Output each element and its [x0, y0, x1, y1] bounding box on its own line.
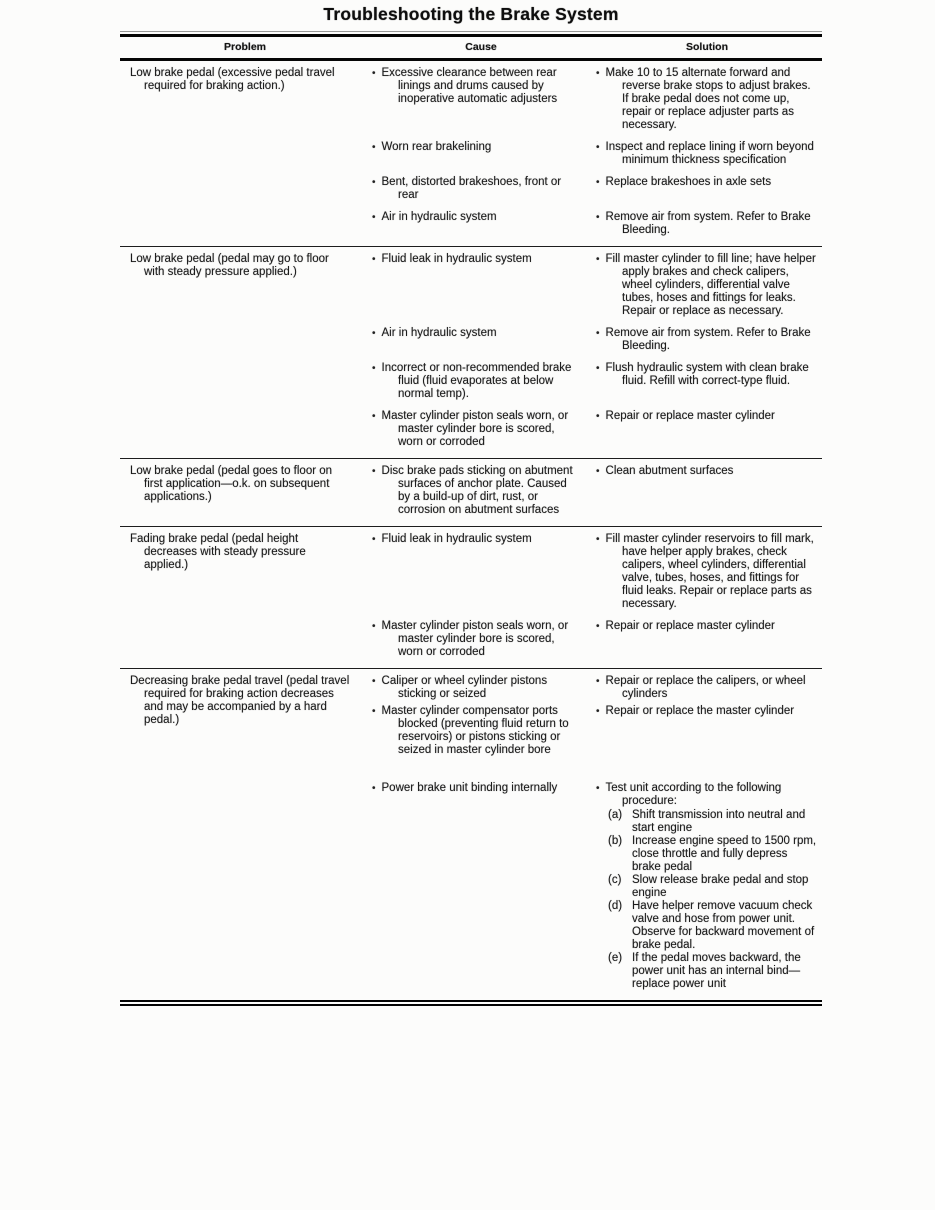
problem-cell: Low brake pedal (excessive pedal travel required for braking action.)	[130, 67, 335, 92]
cause-cell	[370, 176, 592, 202]
step-label: (c)	[608, 874, 622, 886]
cause-item: • Fluid leak in hydraulic system	[372, 533, 532, 545]
column-header-cause: Cause	[465, 41, 497, 53]
bullet-icon: •	[372, 254, 376, 265]
solution-cell	[592, 211, 822, 237]
cause-solution-pair	[370, 675, 822, 701]
solution-item: • Repair or replace the master cylinder	[596, 705, 795, 717]
solution-item: • Test unit according to the following procedure:	[596, 782, 782, 807]
cause-cell	[370, 362, 592, 401]
cause-cell	[370, 327, 592, 353]
solution-item: • Fill master cylinder reservoirs to fill mark, have helper apply brakes, check calipers, wheel cylinders, differential valve, tubes, hoses, and fittings for fluid leaks. Repair or replace parts as necessary.	[596, 533, 814, 610]
solution-item: • Remove air from system. Refer to Brake Bleeding.	[596, 211, 811, 236]
scanned-page	[120, 0, 822, 1006]
table-bottom-rule	[120, 1000, 822, 1006]
bullet-icon: •	[596, 621, 600, 632]
solution-item: • Replace brakeshoes in axle sets	[596, 176, 772, 188]
column-header-solution: Solution	[686, 41, 728, 53]
cause-item: • Master cylinder piston seals worn, or master cylinder bore is scored, worn or corroded	[372, 620, 569, 658]
bullet-icon: •	[596, 466, 600, 477]
cause-item: • Air in hydraulic system	[372, 211, 497, 223]
cause-cell	[370, 782, 592, 991]
cause-cell	[370, 465, 592, 517]
step-text: If the pedal moves backward, the power unit has an internal bind—replace power unit	[632, 952, 801, 990]
cause-solution-pair	[370, 533, 822, 611]
bullet-icon: •	[372, 466, 376, 477]
solution-cell	[592, 675, 822, 701]
table-row	[120, 527, 822, 669]
step-item	[596, 952, 820, 991]
cause-solution-pairs	[370, 675, 822, 991]
troubleshooting-table-body	[120, 61, 822, 1000]
cause-item: • Excessive clearance between rear linings and drums caused by inoperative automatic adjusters	[372, 67, 558, 105]
cause-cell	[370, 253, 592, 318]
problem-cell: Fading brake pedal (pedal height decreases with steady pressure applied.)	[130, 533, 306, 571]
cause-solution-pairs	[370, 465, 822, 517]
solution-item: • Make 10 to 15 alternate forward and reverse brake stops to adjust brakes. If brake pedal does not come up, repair or replace adjuster parts as necessary.	[596, 67, 811, 131]
bullet-icon: •	[596, 177, 600, 188]
solution-item: • Inspect and replace lining if worn beyond minimum thickness specification	[596, 141, 814, 166]
solution-cell	[592, 362, 822, 401]
solution-item: • Flush hydraulic system with clean brake fluid. Refill with correct-type fluid.	[596, 362, 809, 387]
bullet-icon: •	[596, 783, 600, 794]
solution-item: • Repair or replace the calipers, or wheel cylinders	[596, 675, 806, 700]
page-title: Troubleshooting the Brake System	[323, 4, 619, 24]
cause-item: • Bent, distorted brakeshoes, front or rear	[372, 176, 562, 201]
table-header-row	[120, 37, 822, 58]
bullet-icon: •	[372, 676, 376, 687]
cause-item: • Fluid leak in hydraulic system	[372, 253, 532, 265]
step-label: (b)	[608, 835, 623, 847]
cause-solution-pair	[370, 620, 822, 659]
bullet-icon: •	[372, 142, 376, 153]
solution-cell	[592, 782, 822, 991]
solution-cell	[592, 705, 822, 757]
solution-item: • Repair or replace master cylinder	[596, 410, 775, 422]
bullet-icon: •	[596, 706, 600, 717]
bullet-icon: •	[596, 676, 600, 687]
cause-cell	[370, 141, 592, 167]
bullet-icon: •	[372, 706, 376, 717]
cause-item: • Power brake unit binding internally	[372, 782, 558, 794]
bullet-icon: •	[596, 212, 600, 223]
cause-cell	[370, 705, 592, 757]
cause-solution-pair	[370, 705, 822, 757]
column-header-problem: Problem	[223, 41, 266, 53]
cause-item: • Incorrect or non-recommended brake fluid (fluid evaporates at below normal temp).	[372, 362, 572, 400]
solution-item: • Repair or replace master cylinder	[596, 620, 775, 632]
table-row	[120, 247, 822, 459]
bullet-icon: •	[372, 177, 376, 188]
solution-item: • Clean abutment surfaces	[596, 465, 734, 477]
cause-solution-pair	[370, 141, 822, 167]
solution-cell	[592, 141, 822, 167]
bullet-icon: •	[596, 68, 600, 79]
step-item	[596, 835, 820, 874]
cause-item: • Air in hydraulic system	[372, 327, 497, 339]
cause-solution-pair	[370, 176, 822, 202]
bullet-icon: •	[596, 142, 600, 153]
solution-cell	[592, 410, 822, 449]
bullet-icon: •	[372, 534, 376, 545]
bullet-icon: •	[596, 363, 600, 374]
cause-solution-pair	[370, 410, 822, 449]
bullet-icon: •	[596, 411, 600, 422]
cause-solution-pair	[370, 211, 822, 237]
step-text: Shift transmission into neutral and start engine	[632, 809, 806, 834]
solution-cell	[592, 253, 822, 318]
problem-cell: Low brake pedal (pedal may go to floor with steady pressure applied.)	[130, 253, 329, 278]
cause-solution-pairs	[370, 533, 822, 659]
cause-solution-pair	[370, 362, 822, 401]
bullet-icon: •	[372, 363, 376, 374]
cause-item: • Worn rear brakelining	[372, 141, 492, 153]
bullet-icon: •	[372, 621, 376, 632]
cause-item: • Disc brake pads sticking on abutment surfaces of anchor plate. Caused by a build-up of dirt, rust, or corrosion on abutment surfaces	[372, 465, 573, 516]
solution-cell	[592, 327, 822, 353]
bullet-icon: •	[372, 411, 376, 422]
cause-cell	[370, 211, 592, 237]
solution-cell	[592, 465, 822, 517]
solution-cell	[592, 620, 822, 659]
cause-cell	[370, 620, 592, 659]
bullet-icon: •	[596, 254, 600, 265]
cause-solution-pair	[370, 67, 822, 132]
step-text: Increase engine speed to 1500 rpm, close throttle and fully depress brake pedal	[632, 835, 817, 873]
bullet-icon: •	[596, 534, 600, 545]
solution-cell	[592, 67, 822, 132]
problem-cell: Decreasing brake pedal travel (pedal travel required for braking action decreases and may be accompanied by a hard pedal.)	[130, 675, 350, 726]
cause-solution-pair	[370, 465, 822, 517]
cause-item: • Master cylinder compensator ports blocked (preventing fluid return to reservoirs) or pistons sticking or seized in master cylinder bore	[372, 705, 569, 756]
solution-cell	[592, 176, 822, 202]
bullet-icon: •	[372, 783, 376, 794]
problem-cell: Low brake pedal (pedal goes to floor on first application—o.k. on subsequent applications.)	[130, 465, 333, 503]
cause-solution-pair	[370, 327, 822, 353]
solution-item: • Remove air from system. Refer to Brake Bleeding.	[596, 327, 811, 352]
bullet-icon: •	[372, 212, 376, 223]
bullet-icon: •	[372, 328, 376, 339]
cause-solution-pair	[370, 253, 822, 318]
step-label: (e)	[608, 952, 623, 964]
step-item	[596, 809, 820, 835]
step-text: Have helper remove vacuum check valve and hose from power unit. Observe for backward movement of brake pedal.	[632, 900, 815, 951]
cause-cell	[370, 533, 592, 611]
step-item	[596, 874, 820, 900]
cause-solution-pair	[370, 782, 822, 991]
step-label: (a)	[608, 809, 623, 821]
cause-item: • Master cylinder piston seals worn, or master cylinder bore is scored, worn or corroded	[372, 410, 569, 448]
table-row	[120, 669, 822, 1000]
cause-solution-pairs	[370, 67, 822, 237]
cause-item: • Caliper or wheel cylinder pistons sticking or seized	[372, 675, 548, 700]
step-text: Slow release brake pedal and stop engine	[632, 874, 809, 899]
cause-cell	[370, 675, 592, 701]
cause-solution-pairs	[370, 253, 822, 449]
table-row	[120, 459, 822, 527]
table-row	[120, 61, 822, 247]
bullet-icon: •	[596, 328, 600, 339]
procedure-steps	[596, 809, 820, 991]
step-item	[596, 900, 820, 952]
cause-cell	[370, 410, 592, 449]
cause-cell	[370, 67, 592, 132]
step-label: (d)	[608, 900, 623, 912]
solution-cell	[592, 533, 822, 611]
bullet-icon: •	[372, 68, 376, 79]
solution-item: • Fill master cylinder to fill line; have helper apply brakes and check calipers, wheel cylinders, differential valve tubes, hoses and fittings for leaks. Repair or replace as necessary.	[596, 253, 816, 317]
